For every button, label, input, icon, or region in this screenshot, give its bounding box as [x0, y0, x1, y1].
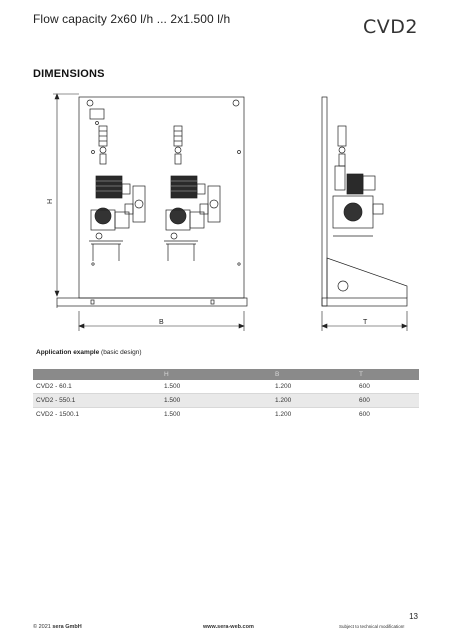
page-number: 13	[409, 612, 418, 621]
product-code: CVD2	[363, 16, 418, 38]
table-header-cell: T	[359, 369, 419, 380]
dim-label-h: H	[47, 198, 54, 204]
table-row	[33, 408, 419, 422]
pump-unit-1	[89, 126, 145, 261]
dim-label-t: T	[363, 319, 368, 326]
caption-bold: Application example	[36, 349, 100, 356]
dimensions-table	[33, 369, 419, 421]
dim-label-b: B	[159, 319, 164, 326]
table-cell: CVD2 - 550.1	[33, 394, 164, 408]
dimension-drawing	[33, 86, 423, 344]
table-cell: CVD2 - 60.1	[33, 380, 164, 394]
table-header-cell	[33, 369, 164, 380]
table-cell: 600	[359, 380, 419, 394]
table-header-cell: B	[275, 369, 359, 380]
table-cell: 600	[359, 408, 419, 422]
header-title: Flow capacity 2x60 l/h ... 2x1.500 l/h	[33, 12, 231, 26]
table-cell: 1.500	[164, 380, 275, 394]
pump-unit-2	[164, 126, 220, 261]
company-name: sera GmbH	[52, 624, 82, 630]
table-cell: 600	[359, 394, 419, 408]
table-header-row	[33, 369, 419, 380]
section-title: DIMENSIONS	[33, 68, 105, 80]
drawing-caption	[36, 349, 142, 356]
table-header-cell: H	[164, 369, 275, 380]
footer-note: Subject to technical modification!	[339, 624, 405, 629]
side-view	[322, 97, 407, 306]
table-cell: 1.500	[164, 408, 275, 422]
caption-normal: (basic design)	[101, 349, 142, 356]
table-cell: 1.500	[164, 394, 275, 408]
base-frame	[57, 298, 247, 306]
copyright-text: © 2021	[33, 624, 51, 630]
table-cell: 1.200	[275, 408, 359, 422]
table-cell: CVD2 - 1500.1	[33, 408, 164, 422]
table-cell: 1.200	[275, 394, 359, 408]
table-cell: 1.200	[275, 380, 359, 394]
table-row	[33, 380, 419, 394]
table-row	[33, 394, 419, 408]
website-link[interactable]: www.sera-web.com	[203, 624, 254, 630]
footer-copyright	[33, 624, 82, 630]
